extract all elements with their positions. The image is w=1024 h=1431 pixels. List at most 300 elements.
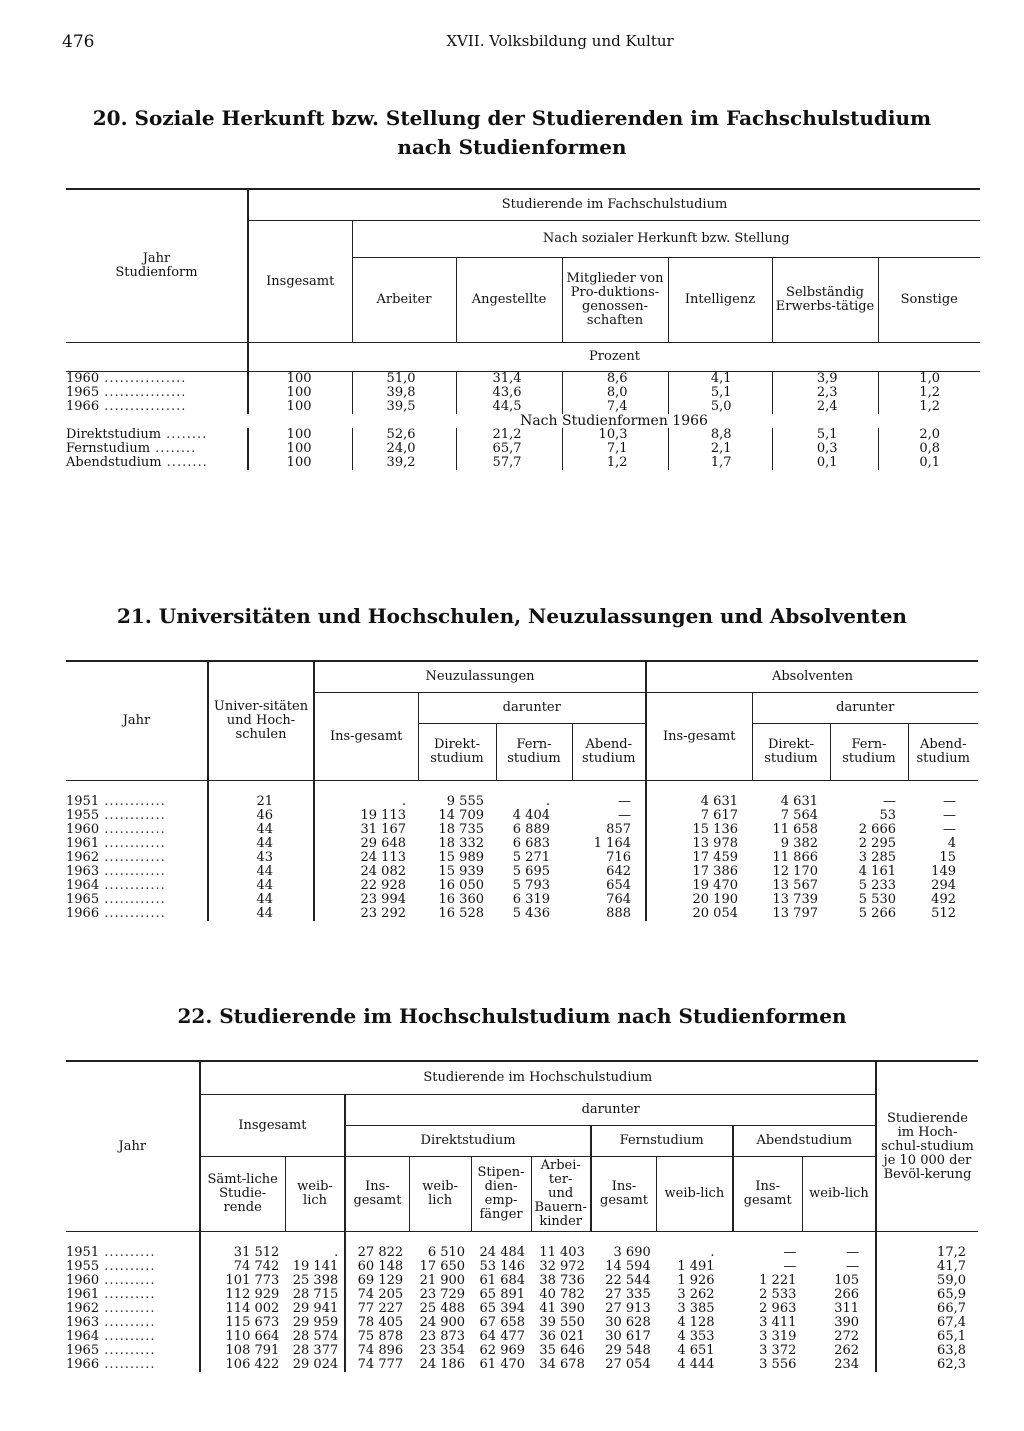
cell: 100 (286, 441, 312, 456)
cell: 39,8 (352, 386, 456, 400)
header-stipendien: Stipen-dien-emp-fänger (471, 1157, 531, 1232)
cell: 24 113 (360, 850, 406, 865)
cell: 5 530 (858, 892, 896, 907)
cell: — (572, 795, 646, 809)
cell: 28 574 (285, 1330, 345, 1344)
cell: 18 735 (438, 822, 484, 837)
header-direkt: Direkt-studium (418, 724, 496, 781)
cell: 1,7 (668, 456, 772, 470)
cell: 3 285 (858, 850, 896, 865)
cell: 4,1 (668, 372, 772, 387)
cell: 16 050 (438, 878, 484, 893)
cell: 1 221 (759, 1273, 797, 1288)
cell: 5 271 (512, 850, 550, 865)
cell: 6 683 (512, 836, 550, 851)
cell: 75 878 (357, 1329, 404, 1344)
cell: 15 939 (438, 864, 484, 879)
cell: — (883, 794, 896, 809)
table-row (66, 865, 978, 879)
cell: 20 054 (692, 906, 738, 921)
row-label-text: 1966 (66, 906, 100, 921)
cell: 40 782 (539, 1287, 585, 1302)
header-abend: Abend-studium (572, 724, 646, 781)
row-label: 1964 ............ (66, 879, 208, 893)
cell: 100 (286, 427, 312, 442)
table-row (66, 809, 978, 823)
cell: 63,8 (937, 1343, 966, 1358)
cell: 1,2 (562, 456, 668, 470)
cell: 15 989 (438, 850, 484, 865)
cell: 28 377 (285, 1344, 345, 1358)
row-label: 1966 ............ (66, 907, 208, 921)
cell: 39,2 (352, 456, 456, 470)
row-label: 1965 .......... (66, 1344, 200, 1358)
cell: 23 873 (419, 1329, 466, 1344)
table-row (66, 1358, 978, 1372)
cell: 2 295 (858, 836, 896, 851)
row-label-text: 1951 (66, 794, 100, 809)
cell: 23 994 (360, 892, 406, 907)
cell: 3 690 (613, 1245, 651, 1260)
row-label: 1955 .......... (66, 1260, 200, 1274)
row-label: 1961 ............ (66, 837, 208, 851)
cell: 74 896 (357, 1343, 404, 1358)
cell: 13 978 (692, 836, 738, 851)
header-col: Arbeiter (352, 258, 456, 343)
cell: 30 617 (605, 1329, 651, 1344)
cell: 4 404 (512, 808, 550, 823)
row-label-text: 1965 (66, 892, 100, 907)
cell: . (401, 794, 406, 809)
header-jahr: Jahr Studienform (66, 189, 248, 343)
cell: 65,1 (937, 1329, 966, 1344)
cell: 23 354 (419, 1343, 466, 1358)
cell: 5 695 (512, 864, 550, 879)
cell: 53 146 (479, 1259, 526, 1274)
cell: — (943, 822, 956, 837)
cell: 6 319 (512, 892, 550, 907)
cell: 67 658 (479, 1315, 526, 1330)
row-label: Direktstudium ........ (66, 428, 248, 442)
cell: 149 (931, 864, 956, 879)
cell: 74 742 (233, 1259, 280, 1274)
cell: 4 (947, 836, 956, 851)
cell: 7 617 (700, 808, 738, 823)
row-label: 1955 ............ (66, 809, 208, 823)
header-group: Studierende im Hochschulstudium (200, 1061, 877, 1095)
row-label: 1966 ................ (66, 400, 248, 414)
cell: 16 528 (438, 906, 484, 921)
header-jahr: Jahr (66, 661, 208, 781)
cell: 1 491 (677, 1259, 715, 1274)
cell: 8,8 (668, 428, 772, 442)
cell: 100 (286, 385, 312, 400)
cell: 716 (572, 851, 646, 865)
cell: 35 646 (539, 1343, 585, 1358)
row-label: 1960 ............ (66, 823, 208, 837)
cell: 512 (931, 906, 956, 921)
cell: 2 963 (759, 1301, 797, 1316)
cell: 65,9 (937, 1287, 966, 1302)
cell: 27 822 (357, 1245, 404, 1260)
row-label-text: 1964 (66, 1329, 100, 1344)
cell: 1 164 (572, 837, 646, 851)
table-row (66, 907, 978, 921)
cell: 21 900 (419, 1273, 466, 1288)
cell: 6 889 (512, 822, 550, 837)
cell: 4 353 (677, 1329, 715, 1344)
cell: 31 167 (360, 822, 406, 837)
table-row (66, 823, 978, 837)
table-row (66, 1330, 978, 1344)
header-fern: Fern-studium (496, 724, 572, 781)
cell: 2 533 (759, 1287, 797, 1302)
table-row (66, 1316, 978, 1330)
cell: 4 161 (858, 864, 896, 879)
cell: 69 129 (357, 1273, 404, 1288)
cell: 44 (208, 893, 314, 907)
cell: — (943, 794, 956, 809)
cell: 13 739 (772, 892, 818, 907)
row-label: 1951 ............ (66, 795, 208, 809)
header-weiblich: weib-lich (802, 1157, 876, 1232)
table-20-title: 20. Soziale Herkunft bzw. Stellung der Studierenden im Fachschulstudium nach Studienformen (92, 106, 932, 159)
cell: 2,0 (878, 428, 980, 442)
cell: 100 (286, 371, 312, 386)
table-row (66, 428, 980, 442)
row-label-text: 1962 (66, 850, 100, 865)
cell: 25 488 (419, 1301, 466, 1316)
cell: 11 403 (539, 1245, 585, 1260)
cell: 43,6 (456, 386, 562, 400)
cell: 41,7 (937, 1259, 966, 1274)
cell: 100 (286, 455, 312, 470)
cell: 492 (931, 892, 956, 907)
cell: 60 148 (357, 1259, 404, 1274)
cell: 10,3 (562, 428, 668, 442)
cell: 29 024 (285, 1358, 345, 1372)
row-label-text: 1960 (66, 1273, 100, 1288)
cell: 14 709 (438, 808, 484, 823)
cell: 39,5 (352, 400, 456, 414)
cell: 17 650 (419, 1259, 466, 1274)
cell: 31,4 (456, 372, 562, 387)
cell: 294 (931, 878, 956, 893)
cell: 12 170 (772, 864, 818, 879)
cell: 52,6 (352, 428, 456, 442)
table-row (66, 400, 980, 414)
row-label: 1960 .......... (66, 1274, 200, 1288)
cell: 234 (802, 1358, 876, 1372)
row-label: 1961 .......... (66, 1288, 200, 1302)
row-label-text: 1964 (66, 878, 100, 893)
header-saemtliche: Sämt-liche Studie-rende (207, 1172, 278, 1215)
row-label: 1962 ............ (66, 851, 208, 865)
row-label-text: 1955 (66, 1259, 100, 1274)
cell: 27 335 (605, 1287, 651, 1302)
cell: 3 372 (759, 1343, 797, 1358)
cell: 44 (208, 823, 314, 837)
cell: 3 556 (759, 1357, 797, 1372)
row-label-text: 1962 (66, 1301, 100, 1316)
header-absolventen: Absolventen (646, 661, 978, 693)
cell: 5,1 (772, 428, 878, 442)
cell: 59,0 (937, 1273, 966, 1288)
header-group: Studierende im Fachschulstudium (248, 189, 980, 221)
cell: 30 628 (605, 1315, 651, 1330)
cell: 24 186 (419, 1357, 466, 1372)
cell: 1 926 (677, 1273, 715, 1288)
table-20 (66, 188, 980, 470)
table-row (66, 1302, 978, 1316)
cell: 11 658 (772, 822, 818, 837)
cell: 2,3 (772, 386, 878, 400)
cell: 29 548 (605, 1343, 651, 1358)
cell: 108 791 (225, 1343, 280, 1358)
header-insgesamt: Ins-gesamt (646, 693, 752, 781)
table-row (66, 1288, 978, 1302)
header-col: Selbständig Erwerbs-tätige (772, 258, 878, 343)
header-weiblich: weib-lich (657, 1157, 733, 1232)
cell: 61 470 (479, 1357, 526, 1372)
cell: 272 (802, 1330, 876, 1344)
row-label: 1964 .......... (66, 1330, 200, 1344)
table-row (66, 442, 980, 456)
cell: 642 (572, 865, 646, 879)
header-weiblich: weib-lich (285, 1157, 345, 1232)
cell: 27 913 (605, 1301, 651, 1316)
cell: 57,7 (456, 456, 562, 470)
row-label-text: 1951 (66, 1245, 100, 1260)
cell: 17 459 (692, 850, 738, 865)
table-row (66, 456, 980, 470)
header-insgesamt: Ins-gesamt (314, 693, 418, 781)
header-darunter: darunter (752, 693, 978, 724)
row-label-text: 1965 (66, 1343, 100, 1358)
cell: 5 266 (858, 906, 896, 921)
cell: 65,7 (456, 442, 562, 456)
header-arbeiterkinder: Arbei-ter- und Bauern-kinder (531, 1157, 591, 1232)
cell: 4 651 (677, 1343, 715, 1358)
header-ins: Ins-gesamt (345, 1157, 409, 1232)
table-22 (66, 1060, 978, 1372)
cell: — (783, 1245, 797, 1260)
header-univ: Univer-sitäten und Hoch-schulen (208, 661, 314, 781)
cell: 15 136 (692, 822, 738, 837)
cell: 0,1 (878, 456, 980, 470)
cell: 21 (208, 795, 314, 809)
header-ins: Ins-gesamt (591, 1157, 657, 1232)
cell: 7,1 (562, 442, 668, 456)
cell: 23 292 (360, 906, 406, 921)
cell: 5 436 (512, 906, 550, 921)
cell: — (783, 1259, 797, 1274)
header-col: Mitglieder von Pro-duktions-genossen-schaften (562, 258, 668, 343)
cell: 44,5 (456, 400, 562, 414)
table-row (66, 386, 980, 400)
cell: 41 390 (539, 1301, 585, 1316)
cell: 390 (802, 1316, 876, 1330)
cell: 46 (208, 809, 314, 823)
running-head: XVII. Volksbildung und Kultur (446, 32, 674, 50)
cell: 105 (802, 1274, 876, 1288)
cell: 6 510 (427, 1245, 466, 1260)
cell: 7,4 (562, 400, 668, 414)
row-label-text: 1955 (66, 808, 100, 823)
table-22-title: 22. Studierende im Hochschulstudium nach Studienformen (177, 1004, 847, 1028)
cell: 1,2 (878, 386, 980, 400)
cell: 262 (802, 1344, 876, 1358)
cell: 2 666 (858, 822, 896, 837)
cell: 44 (208, 837, 314, 851)
cell: 4 631 (780, 794, 818, 809)
header-col: Angestellte (456, 258, 562, 343)
cell: 23 729 (419, 1287, 466, 1302)
cell: 17 386 (692, 864, 738, 879)
row-label: Fernstudium ........ (66, 442, 248, 456)
header-col: Sonstige (878, 258, 980, 343)
cell: 3,9 (772, 372, 878, 387)
cell: 5,1 (668, 386, 772, 400)
header-fernstudium: Fernstudium (591, 1126, 733, 1157)
cell: — (802, 1260, 876, 1274)
subheading: Nach Studienformen 1966 (520, 413, 708, 429)
cell: . (710, 1245, 715, 1260)
cell: 0,1 (772, 456, 878, 470)
cell: 7 564 (780, 808, 818, 823)
cell: 51,0 (352, 372, 456, 387)
header-abendstudium: Abendstudium (733, 1126, 877, 1157)
cell: 19 113 (360, 808, 406, 823)
cell: 28 715 (285, 1288, 345, 1302)
header-direktstudium: Direktstudium (345, 1126, 591, 1157)
row-label-text: Direktstudium (66, 427, 162, 442)
header-weiblich: weib-lich (409, 1157, 471, 1232)
cell: 2,1 (668, 442, 772, 456)
cell: 29 941 (285, 1302, 345, 1316)
table-row (66, 1260, 978, 1274)
table-row (66, 1246, 978, 1260)
table-row (66, 1344, 978, 1358)
cell: — (802, 1246, 876, 1260)
cell: 43 (208, 851, 314, 865)
cell: 24 900 (419, 1315, 466, 1330)
row-label: Abendstudium ........ (66, 456, 248, 470)
cell: 11 866 (772, 850, 818, 865)
cell: 25 398 (285, 1274, 345, 1288)
row-label-text: 1966 (66, 399, 100, 414)
cell: 20 190 (692, 892, 738, 907)
cell: 654 (572, 879, 646, 893)
cell: 888 (572, 907, 646, 921)
header-insgesamt: Insgesamt (200, 1095, 346, 1157)
header-col: Intelligenz (668, 258, 772, 343)
header-darunter: darunter (418, 693, 646, 724)
cell: 19 470 (692, 878, 738, 893)
cell: 16 360 (438, 892, 484, 907)
cell: 22 928 (360, 878, 406, 893)
row-label-text: 1960 (66, 371, 100, 386)
cell: 64 477 (479, 1329, 526, 1344)
cell: 29 959 (285, 1316, 345, 1330)
cell: 21,2 (456, 428, 562, 442)
cell: 101 773 (225, 1273, 280, 1288)
page-number: 476 (62, 32, 95, 52)
cell: — (943, 808, 956, 823)
cell: 8,0 (562, 386, 668, 400)
cell: 39 550 (539, 1315, 585, 1330)
header-darunter: darunter (345, 1095, 876, 1126)
cell: 0,8 (878, 442, 980, 456)
cell: 65 891 (479, 1287, 526, 1302)
cell: 100 (286, 399, 312, 414)
row-label: 1963 ............ (66, 865, 208, 879)
row-label: 1963 .......... (66, 1316, 200, 1330)
header-per-10000: Studierende im Hoch-schul-studium je 10 000 der Bevöl-kerung (876, 1061, 978, 1232)
header-neuzulassungen: Neuzulassungen (314, 661, 646, 693)
row-label: 1965 ................ (66, 386, 248, 400)
cell: 764 (572, 893, 646, 907)
cell: 22 544 (605, 1273, 651, 1288)
cell: 66,7 (937, 1301, 966, 1316)
cell: 36 021 (539, 1329, 585, 1344)
table-row (66, 851, 978, 865)
cell: 32 972 (539, 1259, 585, 1274)
cell: 24,0 (352, 442, 456, 456)
cell: 18 332 (438, 836, 484, 851)
table-row (66, 837, 978, 851)
cell: 8,6 (562, 372, 668, 387)
cell: 2,4 (772, 400, 878, 414)
row-label: 1951 .......... (66, 1246, 200, 1260)
row-label-text: Fernstudium (66, 441, 151, 456)
cell: 74 777 (357, 1357, 404, 1372)
cell: 62,3 (937, 1357, 966, 1372)
cell: 5,0 (668, 400, 772, 414)
cell: 5 233 (858, 878, 896, 893)
cell: 34 678 (539, 1357, 585, 1372)
cell: 112 929 (225, 1287, 280, 1302)
cell: 44 (208, 865, 314, 879)
header-fern: Fern-studium (830, 724, 908, 781)
cell: 74 205 (357, 1287, 404, 1302)
cell: 5 793 (512, 878, 550, 893)
cell: 4 444 (677, 1357, 715, 1372)
table-row (66, 893, 978, 907)
header-unit: Prozent (589, 349, 640, 364)
cell: 44 (208, 907, 314, 921)
row-label-text: 1961 (66, 1287, 100, 1302)
cell: 15 (939, 850, 956, 865)
cell: 14 594 (605, 1259, 651, 1274)
row-label-text: 1960 (66, 822, 100, 837)
cell: 9 555 (446, 794, 484, 809)
cell: 3 411 (759, 1315, 797, 1330)
cell: 106 422 (225, 1357, 280, 1372)
table-21 (66, 660, 978, 921)
cell: 31 512 (233, 1245, 280, 1260)
cell: 38 736 (539, 1273, 585, 1288)
cell: 1,0 (878, 372, 980, 387)
table-row (66, 795, 978, 809)
table-row (66, 372, 980, 387)
cell: 62 969 (479, 1343, 526, 1358)
cell: 78 405 (357, 1315, 404, 1330)
row-label-text: Abendstudium (66, 455, 162, 470)
cell: — (572, 809, 646, 823)
header-direkt: Direkt-studium (752, 724, 830, 781)
row-label: 1962 .......... (66, 1302, 200, 1316)
